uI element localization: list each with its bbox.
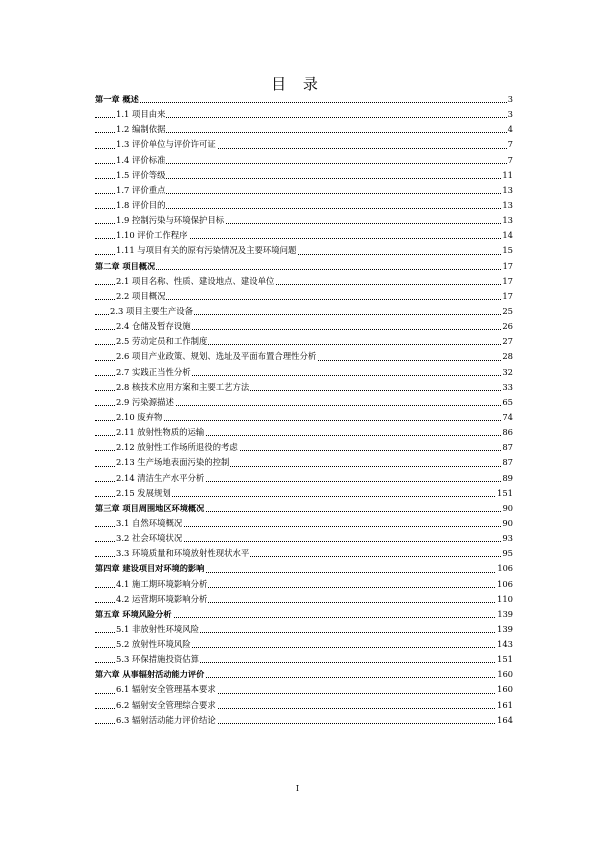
- toc-section-entry[interactable]: [95, 243, 513, 258]
- toc-section-entry[interactable]: [95, 698, 513, 713]
- toc-section-entry[interactable]: [95, 531, 513, 546]
- toc-entry-label: 第五章 环境风险分析: [95, 608, 172, 619]
- toc-entry-page: 7: [507, 137, 513, 152]
- toc-title: 目 录: [271, 75, 324, 93]
- toc-entry-label: 5.3 环保措施投资估算: [116, 654, 199, 665]
- toc-entry-page: 17: [501, 289, 513, 304]
- toc-entry-page: 27: [501, 334, 513, 349]
- toc-section-entry[interactable]: [95, 380, 513, 395]
- toc-entry-page: 90: [501, 516, 513, 531]
- toc-entry-label: 1.10 评价工作程序: [116, 230, 188, 241]
- toc-entry-page: 13: [501, 213, 513, 228]
- toc-entry-page: 15: [501, 243, 513, 258]
- toc-entry-label: 3.1 自然环境概况: [116, 517, 183, 528]
- toc-entry-label: 1.4 评价标准: [116, 154, 166, 165]
- toc-section-entry[interactable]: [95, 122, 513, 137]
- toc-entry-page: 110: [496, 592, 513, 607]
- toc-section-entry[interactable]: [95, 592, 513, 607]
- toc-entry-label: 第一章 概述: [95, 94, 139, 104]
- toc-section-entry[interactable]: [95, 289, 513, 304]
- toc-entry-label: 5.2 放射性环境风险: [116, 639, 191, 650]
- toc-entry-page: 11: [501, 168, 513, 183]
- toc-entry-label: 5.1 非放射性环境风险: [116, 623, 199, 634]
- toc-section-entry[interactable]: [95, 137, 513, 152]
- toc-section-entry[interactable]: [95, 319, 513, 334]
- dot-leader: [95, 102, 513, 103]
- toc-section-entry[interactable]: [95, 440, 513, 455]
- toc-entry-label: 第四章 建设项目对环境的影响: [95, 563, 205, 574]
- toc-section-entry[interactable]: [95, 546, 513, 561]
- toc-entry-label: 4.2 运营期环境影响分析: [116, 593, 208, 604]
- toc-entry-label: 1.7 评价重点: [116, 184, 166, 195]
- toc-entry-label: 1.2 编制依据: [116, 124, 166, 135]
- toc-entry-label: 1.8 评价目的: [116, 199, 166, 210]
- toc-entry-page: 4: [507, 122, 513, 137]
- toc-section-entry[interactable]: [95, 349, 513, 364]
- toc-entry-page: 151: [496, 486, 513, 501]
- toc-chapter-entry[interactable]: [95, 501, 513, 516]
- toc-entry-label: 2.10 废弃物: [116, 411, 163, 422]
- toc-entry-page: 161: [496, 698, 513, 713]
- toc-entry-page: 17: [501, 274, 513, 289]
- toc-section-entry[interactable]: [95, 228, 513, 243]
- toc-entry-label: 第六章 从事辐射活动能力评价: [95, 669, 205, 680]
- toc-entry-label: 1.5 评价等级: [116, 169, 166, 180]
- toc-entry-label: 6.3 辐射活动能力评价结论: [116, 714, 216, 725]
- toc-section-entry[interactable]: [95, 486, 513, 501]
- toc-section-entry[interactable]: [95, 334, 513, 349]
- toc-entry-label: 6.2 辐射安全管理综合要求: [116, 699, 216, 710]
- toc-entry-page: 164: [496, 713, 513, 728]
- toc-section-entry[interactable]: [95, 198, 513, 213]
- toc-section-entry[interactable]: [95, 304, 513, 319]
- toc-section-entry[interactable]: [95, 637, 513, 652]
- toc-section-entry[interactable]: [95, 455, 513, 470]
- toc-entry-page: 26: [501, 319, 513, 334]
- toc-entry-label: 第三章 项目周围地区环境概况: [95, 502, 205, 513]
- toc-section-entry[interactable]: [95, 682, 513, 697]
- toc-entry-label: 2.11 放射性物质的运输: [116, 427, 205, 438]
- toc-entry-label: 1.1 项目由来: [116, 109, 166, 120]
- toc-entry-label: 1.11 与项目有关的原有污染情况及主要环境问题: [116, 245, 297, 256]
- toc-chapter-entry[interactable]: [95, 92, 513, 107]
- toc-chapter-entry[interactable]: [95, 561, 513, 576]
- toc-entry-page: 95: [501, 546, 513, 561]
- toc-section-entry[interactable]: [95, 713, 513, 728]
- toc-entry-page: 139: [496, 607, 513, 622]
- toc-entry-label: 6.1 辐射安全管理基本要求: [116, 684, 216, 695]
- toc-entry-page: 13: [501, 198, 513, 213]
- toc-entry-label: 2.2 项目概况: [116, 290, 166, 301]
- toc-entry-label: 2.1 项目名称、性质、建设地点、建设单位: [116, 275, 275, 286]
- toc-entry-label: 1.3 评价单位与评价许可证: [116, 139, 216, 150]
- toc-entry-label: 3.3 环境质量和环境放射性现状水平: [116, 548, 250, 559]
- toc-entry-page: 160: [496, 667, 513, 682]
- page-number: I: [295, 784, 300, 793]
- toc-entry-page: 32: [501, 365, 513, 380]
- toc-entry-page: 143: [496, 637, 513, 652]
- toc-entry-label: 2.12 放射性工作场所退役的考虑: [116, 442, 238, 453]
- toc-entry-page: 93: [501, 531, 513, 546]
- toc-section-entry[interactable]: [95, 274, 513, 289]
- toc-entry-page: 160: [496, 682, 513, 697]
- toc-entry-page: 28: [501, 349, 513, 364]
- toc-entry-page: 14: [501, 228, 513, 243]
- toc-entry-page: 87: [501, 440, 513, 455]
- toc-section-entry[interactable]: [95, 168, 513, 183]
- dot-leader: [95, 269, 513, 270]
- toc-entry-label: 2.5 劳动定员和工作制度: [116, 336, 208, 347]
- toc-chapter-entry[interactable]: [95, 667, 513, 682]
- toc-entry-page: 65: [501, 395, 513, 410]
- toc-entry-page: 86: [501, 425, 513, 440]
- toc-entry-label: 2.7 实践正当性分析: [116, 366, 191, 377]
- toc-entry-page: 33: [501, 380, 513, 395]
- toc-section-entry[interactable]: [95, 153, 513, 168]
- toc-section-entry[interactable]: [95, 213, 513, 228]
- toc-entry-label: 2.9 污染源描述: [116, 396, 174, 407]
- toc-chapter-entry[interactable]: [95, 607, 513, 622]
- toc-section-entry[interactable]: [95, 395, 513, 410]
- toc-section-entry[interactable]: [95, 577, 513, 592]
- toc-section-entry[interactable]: [95, 365, 513, 380]
- toc-entry-page: 106: [496, 561, 513, 576]
- toc-entry-page: 87: [501, 455, 513, 470]
- toc-entry-page: 25: [501, 304, 513, 319]
- toc-entry-page: 89: [501, 471, 513, 486]
- toc-entry-page: 151: [496, 652, 513, 667]
- toc-entry-page: 7: [507, 153, 513, 168]
- toc-section-entry[interactable]: [95, 425, 513, 440]
- toc-entry-page: 13: [501, 183, 513, 198]
- table-of-contents: [95, 92, 513, 728]
- toc-entry-label: 2.6 项目产业政策、规划、选址及平面布置合理性分析: [116, 351, 317, 362]
- toc-section-entry[interactable]: [95, 410, 513, 425]
- toc-entry-page: 106: [496, 577, 513, 592]
- toc-chapter-entry[interactable]: [95, 259, 513, 274]
- toc-section-entry[interactable]: [95, 622, 513, 637]
- toc-entry-label: 2.13 生产场地表面污染的控制: [116, 457, 230, 468]
- toc-entry-label: 2.15 发展规划: [116, 487, 171, 498]
- toc-entry-label: 2.8 核技术应用方案和主要工艺方法: [116, 381, 250, 392]
- toc-entry-label: 第二章 项目概况: [95, 260, 156, 271]
- toc-entry-label: 2.14 清洁生产水平分析: [116, 472, 205, 483]
- toc-entry-page: 3: [507, 92, 513, 107]
- toc-entry-label: 2.3 项目主要生产设备: [110, 305, 193, 316]
- toc-entry-page: 139: [496, 622, 513, 637]
- toc-section-entry[interactable]: [95, 471, 513, 486]
- toc-entry-page: 74: [501, 410, 513, 425]
- toc-entry-label: 3.2 社会环境状况: [116, 533, 183, 544]
- toc-section-entry[interactable]: [95, 516, 513, 531]
- toc-entry-page: 90: [502, 501, 513, 516]
- toc-entry-page: 17: [502, 259, 513, 274]
- toc-entry-label: 1.9 控制污染与环境保护目标: [116, 215, 225, 226]
- toc-section-entry[interactable]: [95, 183, 513, 198]
- toc-section-entry[interactable]: [95, 107, 513, 122]
- toc-entry-label: 4.1 施工期环境影响分析: [116, 578, 208, 589]
- toc-section-entry[interactable]: [95, 652, 513, 667]
- toc-entry-page: 3: [507, 107, 513, 122]
- toc-entry-label: 2.4 仓储及暂存设施: [116, 321, 191, 332]
